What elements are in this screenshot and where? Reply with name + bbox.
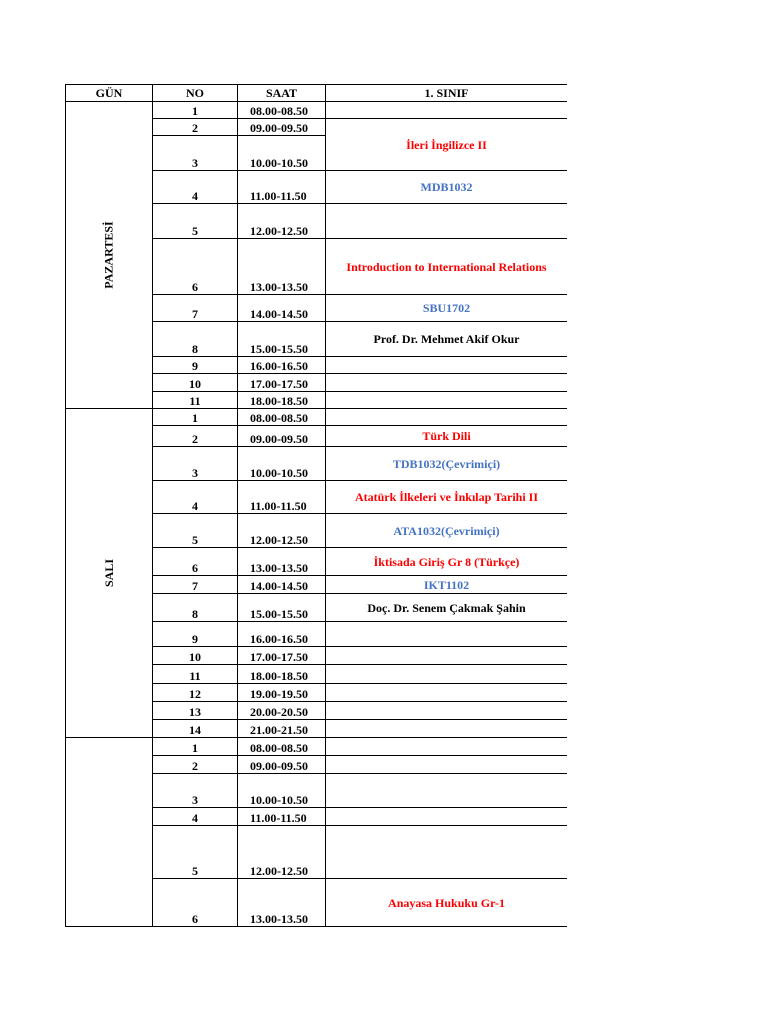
header-row xyxy=(66,85,568,102)
period-number: 7 xyxy=(153,295,238,322)
period-number: 9 xyxy=(153,357,238,374)
day-label: PAZARTESİ xyxy=(102,221,116,289)
period-number: 1 xyxy=(153,102,238,119)
period-time: 16.00-16.50 xyxy=(238,622,326,647)
day-cell xyxy=(66,409,153,738)
period-time: 11.00-11.50 xyxy=(238,481,326,514)
period-number: 5 xyxy=(153,514,238,548)
period-number: 11 xyxy=(153,665,238,684)
period-time: 14.00-14.50 xyxy=(238,295,326,322)
course-cell xyxy=(326,702,568,720)
period-time: 13.00-13.50 xyxy=(238,879,326,927)
period-number: 9 xyxy=(153,622,238,647)
day-cell xyxy=(66,738,153,927)
period-number: 8 xyxy=(153,322,238,357)
period-number: 8 xyxy=(153,594,238,622)
period-number: 4 xyxy=(153,171,238,204)
period-time: 12.00-12.50 xyxy=(238,826,326,879)
header-gun: GÜN xyxy=(66,85,153,102)
period-time: 18.00-18.50 xyxy=(238,392,326,409)
schedule-table xyxy=(65,84,567,927)
period-number: 2 xyxy=(153,426,238,447)
course-cell: TDB1032(Çevrimiçi) xyxy=(326,447,568,481)
period-time: 09.00-09.50 xyxy=(238,426,326,447)
period-time: 09.00-09.50 xyxy=(238,756,326,774)
header-saat: SAAT xyxy=(238,85,326,102)
period-time: 14.00-14.50 xyxy=(238,576,326,594)
period-time: 08.00-08.50 xyxy=(238,102,326,119)
course-cell xyxy=(326,665,568,684)
course-cell xyxy=(326,738,568,756)
schedule-body xyxy=(66,102,568,927)
period-number: 1 xyxy=(153,409,238,426)
period-time: 10.00-10.50 xyxy=(238,136,326,171)
course-cell: Doç. Dr. Senem Çakmak Şahin xyxy=(326,594,568,622)
course-cell xyxy=(326,374,568,392)
period-number: 11 xyxy=(153,392,238,409)
period-time: 12.00-12.50 xyxy=(238,204,326,239)
period-time: 21.00-21.50 xyxy=(238,720,326,738)
course-cell: IKT1102 xyxy=(326,576,568,594)
period-number: 1 xyxy=(153,738,238,756)
period-number: 3 xyxy=(153,136,238,171)
period-number: 6 xyxy=(153,548,238,576)
course-cell xyxy=(326,720,568,738)
period-number: 5 xyxy=(153,204,238,239)
period-number: 7 xyxy=(153,576,238,594)
period-time: 19.00-19.50 xyxy=(238,684,326,702)
course-cell xyxy=(326,622,568,647)
period-time: 13.00-13.50 xyxy=(238,548,326,576)
period-number: 14 xyxy=(153,720,238,738)
period-number: 12 xyxy=(153,684,238,702)
course-cell: ATA1032(Çevrimiçi) xyxy=(326,514,568,548)
period-number: 3 xyxy=(153,447,238,481)
header-no: NO xyxy=(153,85,238,102)
period-number: 6 xyxy=(153,879,238,927)
period-time: 16.00-16.50 xyxy=(238,357,326,374)
course-cell xyxy=(326,102,568,119)
course-cell: Prof. Dr. Mehmet Akif Okur xyxy=(326,322,568,357)
course-cell: İleri İngilizce II xyxy=(326,119,568,171)
period-number: 5 xyxy=(153,826,238,879)
table-row xyxy=(66,409,568,426)
period-number: 6 xyxy=(153,239,238,295)
course-cell xyxy=(326,409,568,426)
course-cell xyxy=(326,774,568,808)
header-sinif: 1. SINIF xyxy=(326,85,568,102)
course-cell xyxy=(326,647,568,665)
period-number: 3 xyxy=(153,774,238,808)
period-time: 11.00-11.50 xyxy=(238,171,326,204)
course-cell xyxy=(326,204,568,239)
period-time: 17.00-17.50 xyxy=(238,374,326,392)
course-cell: İktisada Giriş Gr 8 (Türkçe) xyxy=(326,548,568,576)
period-number: 2 xyxy=(153,756,238,774)
period-time: 10.00-10.50 xyxy=(238,447,326,481)
period-time: 15.00-15.50 xyxy=(238,322,326,357)
course-cell xyxy=(326,808,568,826)
period-time: 15.00-15.50 xyxy=(238,594,326,622)
course-cell: Anayasa Hukuku Gr-1 xyxy=(326,879,568,927)
course-cell xyxy=(326,756,568,774)
schedule-sheet xyxy=(65,84,567,936)
course-cell: SBU1702 xyxy=(326,295,568,322)
period-time: 11.00-11.50 xyxy=(238,808,326,826)
period-time: 13.00-13.50 xyxy=(238,239,326,295)
period-time: 12.00-12.50 xyxy=(238,514,326,548)
period-number: 10 xyxy=(153,374,238,392)
course-cell: Türk Dili xyxy=(326,426,568,447)
course-cell xyxy=(326,392,568,409)
course-cell: Introduction to International Relations xyxy=(326,239,568,295)
period-time: 18.00-18.50 xyxy=(238,665,326,684)
period-number: 10 xyxy=(153,647,238,665)
course-cell xyxy=(326,826,568,879)
period-time: 08.00-08.50 xyxy=(238,409,326,426)
period-number: 4 xyxy=(153,481,238,514)
period-time: 17.00-17.50 xyxy=(238,647,326,665)
period-time: 08.00-08.50 xyxy=(238,738,326,756)
table-row xyxy=(66,738,568,756)
period-number: 2 xyxy=(153,119,238,136)
course-cell: Atatürk İlkeleri ve İnkılap Tarihi II xyxy=(326,481,568,514)
course-cell xyxy=(326,684,568,702)
period-number: 4 xyxy=(153,808,238,826)
course-cell xyxy=(326,357,568,374)
day-cell xyxy=(66,102,153,409)
day-label: SALI xyxy=(101,558,116,588)
table-row xyxy=(66,102,568,119)
period-time: 09.00-09.50 xyxy=(238,119,326,136)
course-cell: MDB1032 xyxy=(326,171,568,204)
period-time: 20.00-20.50 xyxy=(238,702,326,720)
period-time: 10.00-10.50 xyxy=(238,774,326,808)
period-number: 13 xyxy=(153,702,238,720)
